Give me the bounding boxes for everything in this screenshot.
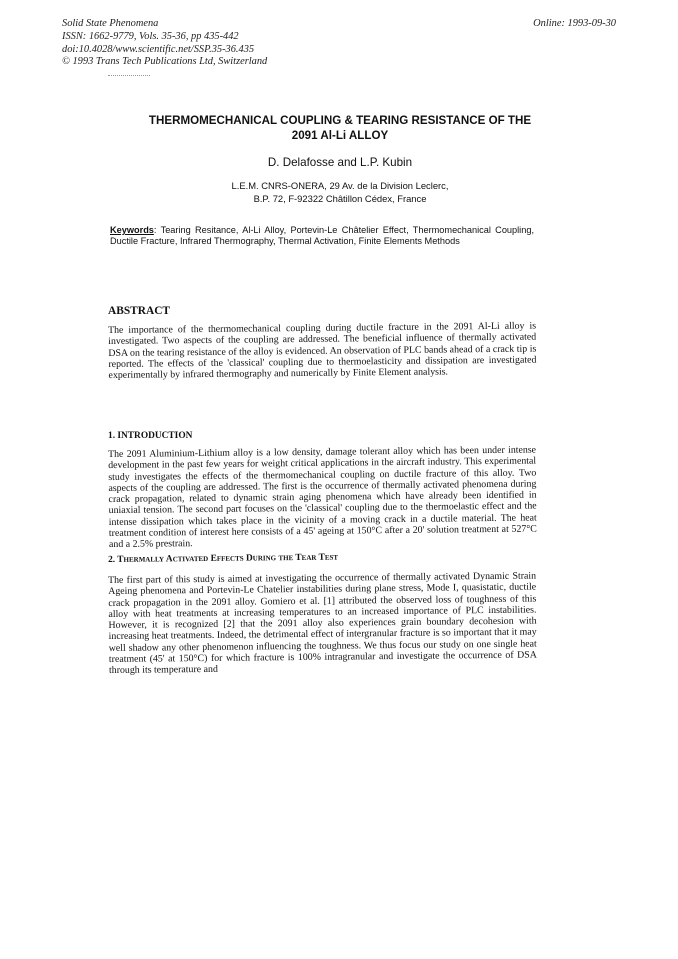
authors: D. Delafosse and L.P. Kubin: [267, 156, 413, 169]
keywords-label: Keywords: [110, 225, 154, 235]
introduction-text: The 2091 Aluminium-Lithium alloy is a low density, damage tolerant alloy which has been under intense development in the past few years for weight critical applications in the aircraft industry. This experimental study investigates the effects of the thermomechanical coupling on ductile fracture of this alloy. Two aspects of the coupling are addressed. The first is the occurrence of thermally activated phenomena during crack propagation, related to dynamic strain aging phenomena which have already been identified in uniaxial tension. The second part focuses on the 'classical' coupling due to the thermoelastic effect and the intense dissipation which takes place in the vicinity of a moving crack in a ductile material. The heat treatment condition of interest here consists of a 45' ageing at 150°C after a 20' solution treatment at 527°C and a 2.5% prestrain.: [108, 444, 537, 551]
doi-line: doi:10.4028/www.scientific.net/SSP.35-36.435: [62, 43, 255, 55]
abstract-text: The importance of the thermomechanical coupling during ductile fracture in the 2091 Al-Li alloy is investigated. Two aspects of the coupling are addressed. The beneficial influence of thermally activated DSA on the tearing resistance of the alloy is evidenced. An observation of PLC bands ahead of a crack tip is reported. The effects of the 'classical' coupling due to thermoelasticity and dissipation are investigated experimentally by infrared thermography and numerically by Finite Element analysis.: [108, 320, 537, 382]
online-date: Online: 1993-09-30: [533, 18, 616, 29]
introduction-heading-num: 1. I: [108, 431, 122, 441]
introduction-heading-rest: NTRODUCTION: [121, 431, 193, 441]
paper-title: [100, 113, 580, 143]
section-2-heading: 2. Thermally Activated Effects During the Tear Test: [108, 552, 339, 565]
affiliation-line-1: L.E.M. CNRS-ONERA, 29 Av. de la Division Leclerc,: [231, 180, 449, 191]
keywords-text: : Tearing Resitance, Al-Li Alloy, Portevin-Le Châtelier Effect, Thermomechanical Coupling, Ductile Fracture, Infrared Thermography, Thermal Activation, Finite Elements Methods: [110, 225, 534, 247]
affiliation-line-2: B.P. 72, F-92322 Châtillon Cédex, France: [253, 192, 427, 204]
abstract-heading: ABSTRACT: [108, 305, 171, 317]
keywords: [110, 225, 534, 247]
issn-line: ISSN: 1662-9779, Vols. 35-36, pp 435-442: [62, 30, 239, 42]
copyright-line: © 1993 Trans Tech Publications Ltd, Switzerland: [62, 56, 268, 68]
scan-artifact: [108, 75, 150, 77]
title-line-2: 2091 Al-Li ALLOY: [291, 129, 389, 142]
introduction-heading: [108, 431, 192, 441]
section-2-text: The first part of this study is aimed at investigating the occurrence of thermally activated Dynamic Strain Ageing phenomena and Portevin-Le Chatelier instabilities during plane stress, Mode I, quasistatic, ductile crack propagation in the 2091 alloy. Gomiero et al. [1] attributed the observed loss of toughness of this alloy with heat treatments at increasing temperatures to an increased importance of PLC instabilities. However, it is recognized [2] that the 2091 alloy also experiences grain boundary decohesion with increasing heat treatments. Indeed, the detrimental effect of intergranular fracture is so important that it may well shadow any other phenomenon influencing the toughness. We thus focus our study on one single heat treatment (45' at 150°C) for which fracture is 100% intragranular and investigate the occurrence of DSA through its temperature and: [108, 570, 537, 677]
journal-header: [62, 18, 267, 69]
journal-name: Solid State Phenomena: [62, 18, 159, 29]
title-line-1: THERMOMECHANICAL COUPLING & TEARING RESISTANCE OF THE: [148, 114, 532, 127]
affiliation: [100, 180, 580, 205]
